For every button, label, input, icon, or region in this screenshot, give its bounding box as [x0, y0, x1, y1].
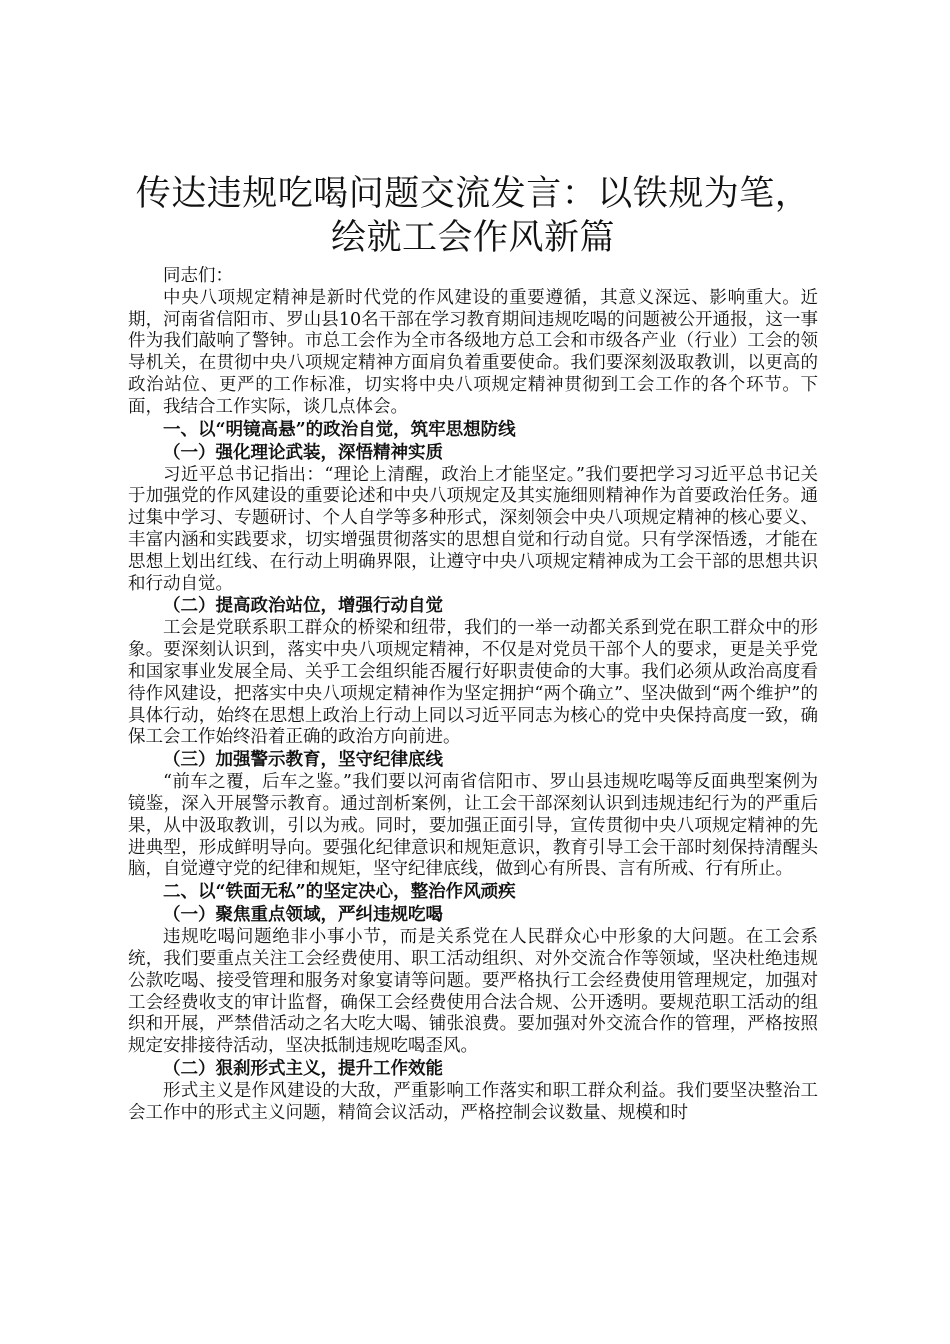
section-2-heading: 二、以“铁面无私”的坚定决心，整治作风顽疾: [163, 882, 516, 903]
section-1-sub-1-paragraph: 习近平总书记指出：“理论上清醒，政治上才能坚定。”我们要把学习习近平总书记关于加强党的作风建设的重要论述和中央八项规定及其实施细则精神作为首要政治任务。通过集中学习、专题研讨、个人自学等多种形式，深刻领会中央八项规定精神的核心要义、丰富内涵和实践要求，切实增强贯彻落实的思想自觉和行动自觉。只有学深悟透，才能在思想上划出红线、在行动上明确界限，让遵守中央八项规定精神成为工会干部的思想共识和行动自觉。: [128, 464, 818, 594]
document-page: [128, 172, 818, 1125]
section-1-sub-3-heading: （三）加强警示教育，坚守纪律底线: [163, 750, 443, 771]
section-2-sub-2-heading: （二）狠刹形式主义，提升工作效能: [163, 1058, 443, 1079]
document-title: 传达违规吃喝问题交流发言：以铁规为笔，绘就工会作风新篇: [135, 174, 811, 258]
section-1-sub-3-paragraph: “前车之覆，后车之鉴。”我们要以河南省信阳市、罗山县违规吃喝等反面典型案例为镜鉴，深入开展警示教育。通过剖析案例，让工会干部深刻认识到违规违纪行为的严重后果，从中汲取教训，引以为戒。同时，要加强正面引导，宣传贯彻中央八项规定精神的先进典型，形成鲜明导向。要强化纪律意识和规矩意识，教育引导工会干部时刻保持清醒头脑，自觉遵守党的纪律和规矩，坚守纪律底线，做到心有所畏、言有所戒、行有所止。: [128, 772, 818, 880]
section-2-sub-2-paragraph: 形式主义是作风建设的大敌，严重影响工作落实和职工群众利益。我们要坚决整治工会工作中的形式主义问题，精简会议活动，严格控制会议数量、规模和时: [128, 1080, 818, 1123]
section-1-heading: 一、以“明镜高悬”的政治自觉，筑牢思想防线: [163, 419, 516, 440]
salutation: 同志们：: [163, 266, 233, 286]
section-2-sub-1-paragraph: 违规吃喝问题绝非小事小节，而是关系党在人民群众心中形象的大问题。在工会系统，我们要重点关注工会经费使用、职工活动组织、对外交流合作等领域，坚决杜绝违规公款吃喝、接受管理和服务对象宴请等问题。要严格执行工会经费使用管理规定，加强对工会经费收支的审计监督，确保工会经费使用合法合规、公开透明。要规范职工活动的组织和开展，严禁借活动之名大吃大喝、铺张浪费。要加强对外交流合作的管理，严格按照规定安排接待活动，坚决抵制违规吃喝歪风。: [128, 927, 818, 1057]
section-1-sub-2-paragraph: 工会是党联系职工群众的桥梁和纽带，我们的一举一动都关系到党在职工群众中的形象。要深刻认识到，落实中央八项规定精神，不仅是对党员干部个人的要求，更是关乎党和国家事业发展全局、关乎工会组织能否履行好职责使命的大事。我们必须从政治高度看待作风建设，把落实中央八项规定精神作为坚定拥护“两个确立”、坚决做到“两个维护”的具体行动，始终在思想上政治上行动上同以习近平同志为核心的党中央保持高度一致，确保工会工作始终沿着正确的政治方向前进。: [128, 618, 818, 748]
section-1-sub-1-heading: （一）强化理论武装，深悟精神实质: [163, 442, 443, 463]
section-2-sub-1-heading: （一）聚焦重点领域，严纠违规吃喝: [163, 905, 443, 926]
section-1-sub-2-heading: （二）提高政治站位，增强行动自觉: [163, 596, 443, 617]
intro-paragraph: 中央八项规定精神是新时代党的作风建设的重要遵循，其意义深远、影响重大。近期，河南省信阳市、罗山县10名干部在学习教育期间违规吃喝的问题被公开通报，这一事件为我们敲响了警钟。市总工会作为全市各级地方总工会和市级各产业（行业）工会的领导机关，在贯彻中央八项规定精神方面肩负着重要使命。我们要深刻汲取教训，以更高的政治站位、更严的工作标准，切实将中央八项规定精神贯彻到工会工作的各个环节。下面，我结合工作实际，谈几点体会。: [128, 287, 818, 417]
